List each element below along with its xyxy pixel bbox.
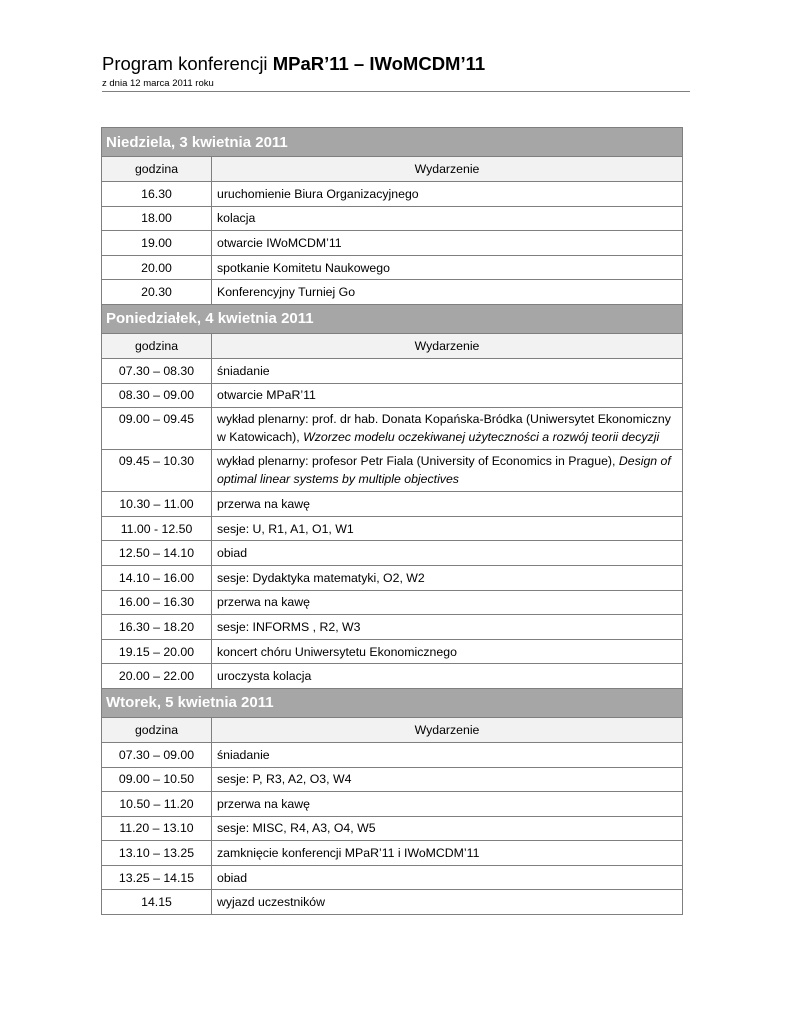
day-title: Niedziela, 3 kwietnia 2011 — [102, 128, 683, 157]
event-time: 11.20 – 13.10 — [102, 816, 212, 841]
column-header-time: godzina — [102, 717, 212, 742]
schedule-row — [102, 767, 683, 792]
schedule-row — [102, 615, 683, 640]
event-time: 20.00 — [102, 255, 212, 280]
event-description — [212, 792, 683, 817]
schedule-row — [102, 639, 683, 664]
event-description — [212, 742, 683, 767]
event-description — [212, 450, 683, 492]
column-header-row — [102, 717, 683, 742]
schedule-row — [102, 565, 683, 590]
event-text: Konferencyjny Turniej Go — [217, 285, 356, 300]
header-divider — [102, 91, 690, 92]
event-description — [212, 767, 683, 792]
event-description — [212, 516, 683, 541]
document-header — [102, 52, 690, 91]
event-text: przerwa na kawę — [217, 496, 310, 511]
event-time: 14.10 – 16.00 — [102, 565, 212, 590]
event-time: 16.30 – 18.20 — [102, 615, 212, 640]
schedule-row — [102, 255, 683, 280]
event-description — [212, 206, 683, 231]
event-text: uruchomienie Biura Organizacyjnego — [217, 186, 419, 201]
event-time: 10.50 – 11.20 — [102, 792, 212, 817]
event-text: sesje: U, R1, A1, O1, W1 — [217, 521, 354, 536]
schedule-row — [102, 280, 683, 305]
event-text: koncert chóru Uniwersytetu Ekonomicznego — [217, 644, 457, 659]
day-header-row — [102, 128, 683, 157]
event-text: obiad — [217, 546, 248, 561]
event-text: przerwa na kawę — [217, 796, 310, 811]
schedule-row — [102, 516, 683, 541]
lecture-title: Wzorzec modelu oczekiwanej użyteczności a rozwój teorii decyzji — [303, 430, 660, 445]
event-time: 07.30 – 09.00 — [102, 742, 212, 767]
event-description — [212, 231, 683, 256]
event-description — [212, 408, 683, 450]
event-text: obiad — [217, 870, 248, 885]
event-description — [212, 816, 683, 841]
column-header-row — [102, 157, 683, 182]
event-text: otwarcie IWoMCDM’11 — [217, 235, 342, 250]
lecture-title: Design of optimal linear systems by multiple objectives — [217, 454, 671, 487]
column-header-time: godzina — [102, 333, 212, 358]
schedule-row — [102, 383, 683, 408]
day-title: Wtorek, 5 kwietnia 2011 — [102, 688, 683, 717]
event-text: sesje: Dydaktyka matematyki, O2, W2 — [217, 570, 425, 585]
event-time: 13.25 – 14.15 — [102, 865, 212, 890]
event-text: otwarcie MPaR’11 — [217, 388, 316, 403]
schedule-row — [102, 816, 683, 841]
day-title: Poniedziałek, 4 kwietnia 2011 — [102, 304, 683, 333]
event-time: 09.45 – 10.30 — [102, 450, 212, 492]
event-description — [212, 541, 683, 566]
document-title — [102, 52, 690, 76]
event-description — [212, 255, 683, 280]
event-description — [212, 492, 683, 517]
event-time: 09.00 – 09.45 — [102, 408, 212, 450]
event-time: 16.00 – 16.30 — [102, 590, 212, 615]
event-text: śniadanie — [217, 747, 270, 762]
title-text: Program konferencji — [102, 53, 273, 74]
column-header-event: Wydarzenie — [212, 157, 683, 182]
column-header-time: godzina — [102, 157, 212, 182]
event-text: śniadanie — [217, 363, 270, 378]
event-description — [212, 664, 683, 689]
schedule-row — [102, 358, 683, 383]
schedule-row — [102, 792, 683, 817]
column-header-event: Wydarzenie — [212, 717, 683, 742]
day-header-row — [102, 304, 683, 333]
event-description — [212, 565, 683, 590]
event-time: 20.30 — [102, 280, 212, 305]
event-text: wykład plenarny: profesor Petr Fiala (University of Economics in Prague), — [217, 454, 619, 469]
event-text: sesje: P, R3, A2, O3, W4 — [217, 772, 352, 787]
event-time: 13.10 – 13.25 — [102, 841, 212, 866]
schedule-row — [102, 182, 683, 207]
schedule-row — [102, 590, 683, 615]
column-header-row — [102, 333, 683, 358]
event-description — [212, 865, 683, 890]
document-date: z dnia 12 marca 2011 roku — [102, 78, 214, 89]
event-text: wykład plenarny: prof. dr hab. Donata Kopańska-Bródka (Uniwersytet Ekonomiczny w Katowicach), — [217, 412, 671, 445]
schedule-body — [102, 128, 683, 915]
event-description — [212, 639, 683, 664]
event-description — [212, 890, 683, 915]
column-header-event: Wydarzenie — [212, 333, 683, 358]
schedule-row — [102, 865, 683, 890]
event-time: 19.15 – 20.00 — [102, 639, 212, 664]
event-text: sesje: INFORMS , R2, W3 — [217, 619, 361, 634]
schedule-row — [102, 841, 683, 866]
event-time: 07.30 – 08.30 — [102, 358, 212, 383]
event-time: 09.00 – 10.50 — [102, 767, 212, 792]
schedule-table — [101, 127, 683, 915]
event-text: zamknięcie konferencji MPaR’11 i IWoMCDM’11 — [217, 846, 480, 861]
schedule-row — [102, 450, 683, 492]
schedule-row — [102, 890, 683, 915]
event-text: wyjazd uczestników — [217, 895, 325, 910]
event-time: 20.00 – 22.00 — [102, 664, 212, 689]
event-text: kolacja — [217, 211, 256, 226]
day-header-row — [102, 688, 683, 717]
schedule-row — [102, 541, 683, 566]
event-time: 16.30 — [102, 182, 212, 207]
event-time: 11.00 - 12.50 — [102, 516, 212, 541]
event-description — [212, 358, 683, 383]
event-time: 14.15 — [102, 890, 212, 915]
event-text: przerwa na kawę — [217, 595, 310, 610]
schedule-row — [102, 664, 683, 689]
event-time: 12.50 – 14.10 — [102, 541, 212, 566]
event-description — [212, 182, 683, 207]
title-conference-names: MPaR’11 – IWoMCDM’11 — [272, 53, 486, 74]
event-description — [212, 841, 683, 866]
event-text: uroczysta kolacja — [217, 669, 312, 684]
event-text: sesje: MISC, R4, A3, O4, W5 — [217, 821, 376, 836]
event-description — [212, 615, 683, 640]
schedule-row — [102, 742, 683, 767]
event-description — [212, 280, 683, 305]
event-time: 08.30 – 09.00 — [102, 383, 212, 408]
schedule-row — [102, 206, 683, 231]
event-time: 19.00 — [102, 231, 212, 256]
event-time: 10.30 – 11.00 — [102, 492, 212, 517]
schedule-row — [102, 231, 683, 256]
event-text: spotkanie Komitetu Naukowego — [217, 260, 390, 275]
event-description — [212, 383, 683, 408]
schedule-row — [102, 408, 683, 450]
schedule-row — [102, 492, 683, 517]
event-description — [212, 590, 683, 615]
event-time: 18.00 — [102, 206, 212, 231]
